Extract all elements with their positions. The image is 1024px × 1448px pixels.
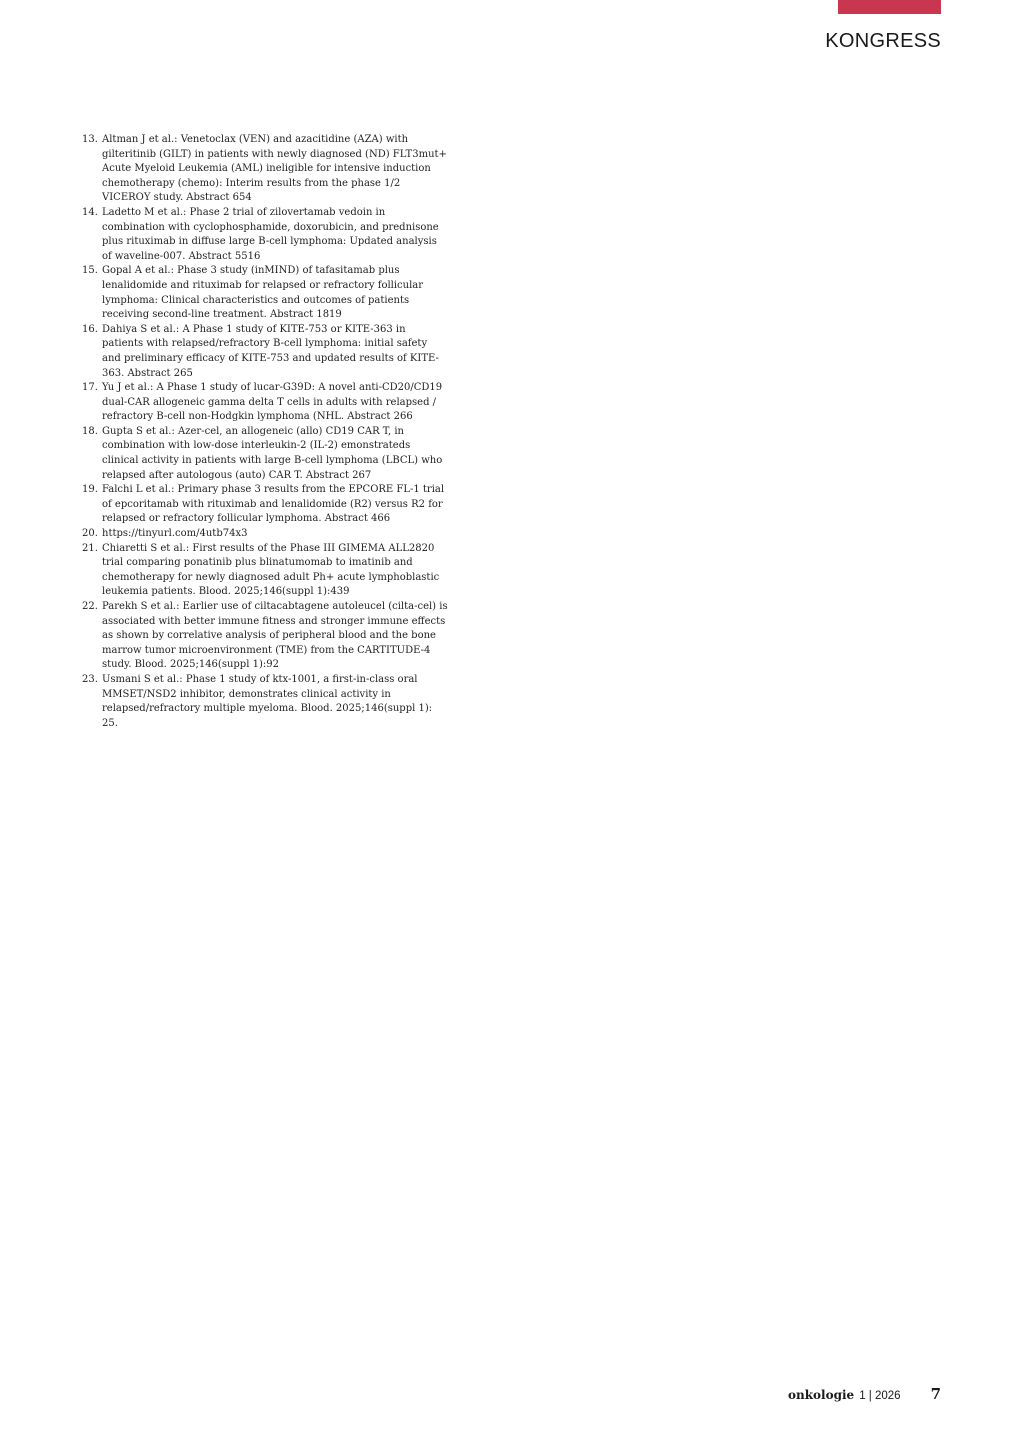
- reference-text: Gupta S et al.: Azer-cel, an allogeneic (allo) CD19 CAR T, in combination with low-dose interleukin-2 (IL-2) emonstrateds clinical activity in patients with large B-cell lymphoma (LBCL) who relapsed after autologous (auto) CAR T. Abstract 267: [102, 425, 443, 481]
- reference-text: Dahiya S et al.: A Phase 1 study of KITE-753 or KITE-363 in patients with relapsed/refractory B-cell lymphoma: initial safety and preliminary efficacy of KITE-753 and updated results of KITE-363. Abstract 265: [102, 323, 439, 379]
- reference-number: 22.: [82, 601, 98, 612]
- reference-text: Parekh S et al.: Earlier use of ciltacabtagene autoleucel (cilta-cel) is associated with better immune fitness and stronger immune effects as shown by correlative analysis of peripheral blood and the bone marrow tumor microenvironment (TME) from the CARTITUDE-4 study. Blood. 2025;146(suppl 1):92: [102, 601, 448, 671]
- reference-text: Gopal A et al.: Phase 3 study (inMIND) of tafasitamab plus lenalidomide and rituximab for relapsed or refractory follicular lymphoma: Clinical characteristics and outcomes of patients receiving second-line treatment. Abstract 1819: [102, 265, 424, 321]
- reference-text: Yu J et al.: A Phase 1 study of lucar-G39D: A novel anti-CD20/CD19 dual-CAR allogeneic gamma delta T cells in adults with relapsed / refractory B-cell non-Hodgkin lymphoma (NHL. Abstract 266: [102, 382, 443, 423]
- header-accent-bar: [838, 0, 941, 14]
- page-footer: [788, 1385, 941, 1403]
- reference-text: Falchi L et al.: Primary phase 3 results from the EPCORE FL-1 trial of epcoritamab with rituximab and lenalidomide (R2) versus R2 for relapsed or refractory follicular lymphoma. Abstract 466: [102, 484, 445, 525]
- reference-text: Chiaretti S et al.: First results of the Phase III GIMEMA ALL2820 trial comparing ponatinib plus blinatumomab to imatinib and chemotherapy for newly diagnosed adult Ph+ acute lymphoblastic leukemia patients. Blood. 2025;146(suppl 1):439: [102, 542, 440, 598]
- reference-number: 18.: [82, 425, 98, 437]
- reference-number: 21.: [82, 542, 98, 554]
- journal-name: onkologie: [788, 1388, 855, 1402]
- reference-number: 14.: [82, 206, 98, 218]
- reference-number: 13.: [82, 134, 98, 145]
- reference-number: 23.: [82, 673, 98, 685]
- reference-text: Ladetto M et al.: Phase 2 trial of zilovertamab vedoin in combination with cyclophosphamide, doxorubicin, and prednisone plus rituximab in diffuse large B-cell lymphoma: Updated analysis of waveline-007. Abstract 5516: [102, 206, 439, 262]
- reference-item: [82, 600, 448, 673]
- reference-number: 17.: [82, 382, 98, 394]
- reference-number: 19.: [82, 484, 98, 496]
- reference-item: [82, 527, 448, 542]
- reference-item: [82, 673, 448, 731]
- reference-text: Altman J et al.: Venetoclax (VEN) and azacitidine (AZA) with gilteritinib (GILT) in patients with newly diagnosed (ND) FLT3mut+ Acute Myeloid Leukemia (AML) ineligible for intensive induction chemotherapy (chemo): Interim results from the phase 1/2 VICEROY study. Abstract 654: [102, 134, 447, 204]
- reference-item: [82, 483, 448, 527]
- reference-item: [82, 323, 448, 381]
- reference-item: [82, 206, 448, 264]
- reference-item: [82, 425, 448, 483]
- reference-item: [82, 381, 448, 425]
- page-number: 7: [930, 1385, 941, 1403]
- reference-item: [82, 133, 448, 206]
- reference-number: 15.: [82, 265, 98, 277]
- reference-item: [82, 264, 448, 322]
- reference-item: [82, 542, 448, 600]
- section-title: KONGRESS: [825, 30, 941, 52]
- reference-list: [82, 133, 448, 731]
- issue-number: 1 | 2026: [859, 1390, 901, 1402]
- reference-text[interactable]: https://tinyurl.com/4utb74x3: [102, 528, 248, 540]
- reference-text: Usmani S et al.: Phase 1 study of ktx-1001, a first-in-class oral MMSET/NSD2 inhibitor, demonstrates clinical activity in relapsed/refractory multiple myeloma. Blood. 2025;146(suppl 1): 25.: [102, 673, 433, 729]
- reference-number: 20.: [82, 528, 98, 540]
- reference-number: 16.: [82, 323, 98, 335]
